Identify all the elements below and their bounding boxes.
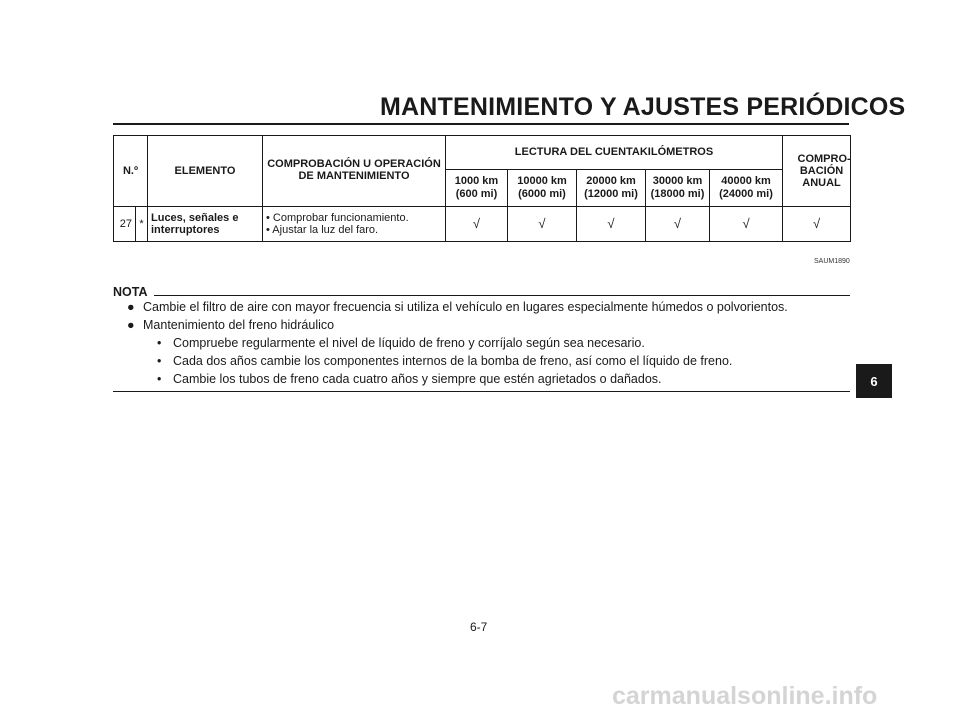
row-element: Luces, señales e interruptores <box>148 207 263 242</box>
maintenance-table <box>113 135 851 242</box>
operation-line: • Comprobar funcionamiento. <box>266 212 409 224</box>
sub-bullet-icon: • <box>157 354 162 368</box>
reference-code: SAUM1890 <box>814 258 850 265</box>
note-subitem: • Compruebe regularmente el nivel de líquido de freno y corríjalo según sea necesario. <box>157 336 645 350</box>
check-mark: √ <box>646 207 710 242</box>
odometer-col: 1000 km (600 mi) <box>446 170 508 207</box>
row-mark: * <box>136 207 148 242</box>
note-subitem: • Cambie los tubos de freno cada cuatro años y siempre que estén agrietados o dañados. <box>157 372 662 386</box>
operation-line: • Ajustar la luz del faro. <box>266 224 379 236</box>
header-num: N.º <box>114 136 148 207</box>
header-odometer: LECTURA DEL CUENTAKILÓMETROS <box>446 136 783 170</box>
title-rule <box>113 123 849 125</box>
check-mark: √ <box>783 207 851 242</box>
header-annual-text: COMPRO- BACIÓN ANUAL <box>797 153 851 189</box>
watermark: carmanualsonline.info <box>612 682 878 710</box>
page-title: MANTENIMIENTO Y AJUSTES PERIÓDICOS <box>380 93 906 121</box>
note-label: NOTA <box>113 285 148 299</box>
row-number: 27 <box>114 207 136 242</box>
note-subitem: • Cada dos años cambie los componentes internos de la bomba de freno, así como el líquido de freno. <box>157 354 733 368</box>
check-mark: √ <box>446 207 508 242</box>
header-element: ELEMENTO <box>148 136 263 207</box>
odometer-col: 20000 km (12000 mi) <box>577 170 646 207</box>
row-operations <box>263 207 446 242</box>
sub-bullet-icon: • <box>157 336 162 350</box>
table-row <box>114 207 851 242</box>
check-mark: √ <box>710 207 783 242</box>
page-number: 6-7 <box>470 620 488 634</box>
check-mark: √ <box>577 207 646 242</box>
note-header <box>113 284 850 298</box>
chapter-tab: 6 <box>856 364 892 398</box>
header-annual <box>783 136 851 207</box>
note-end-rule <box>113 391 850 392</box>
odometer-col: 10000 km (6000 mi) <box>508 170 577 207</box>
note-box <box>113 284 850 392</box>
odometer-col: 30000 km (18000 mi) <box>646 170 710 207</box>
check-mark: √ <box>508 207 577 242</box>
sub-bullet-icon: • <box>157 372 162 386</box>
odometer-col: 40000 km (24000 mi) <box>710 170 783 207</box>
note-item: ● Cambie el filtro de aire con mayor frecuencia si utiliza el vehículo en lugares especialmente húmedos o polvorientos. <box>127 300 788 314</box>
note-rule <box>154 295 851 296</box>
header-operation: COMPROBACIÓN U OPERACIÓN DE MANTENIMIENTO <box>263 136 446 207</box>
bullet-icon: ● <box>127 318 135 332</box>
bullet-icon: ● <box>127 300 135 314</box>
note-item: ● Mantenimiento del freno hidráulico <box>127 318 335 332</box>
